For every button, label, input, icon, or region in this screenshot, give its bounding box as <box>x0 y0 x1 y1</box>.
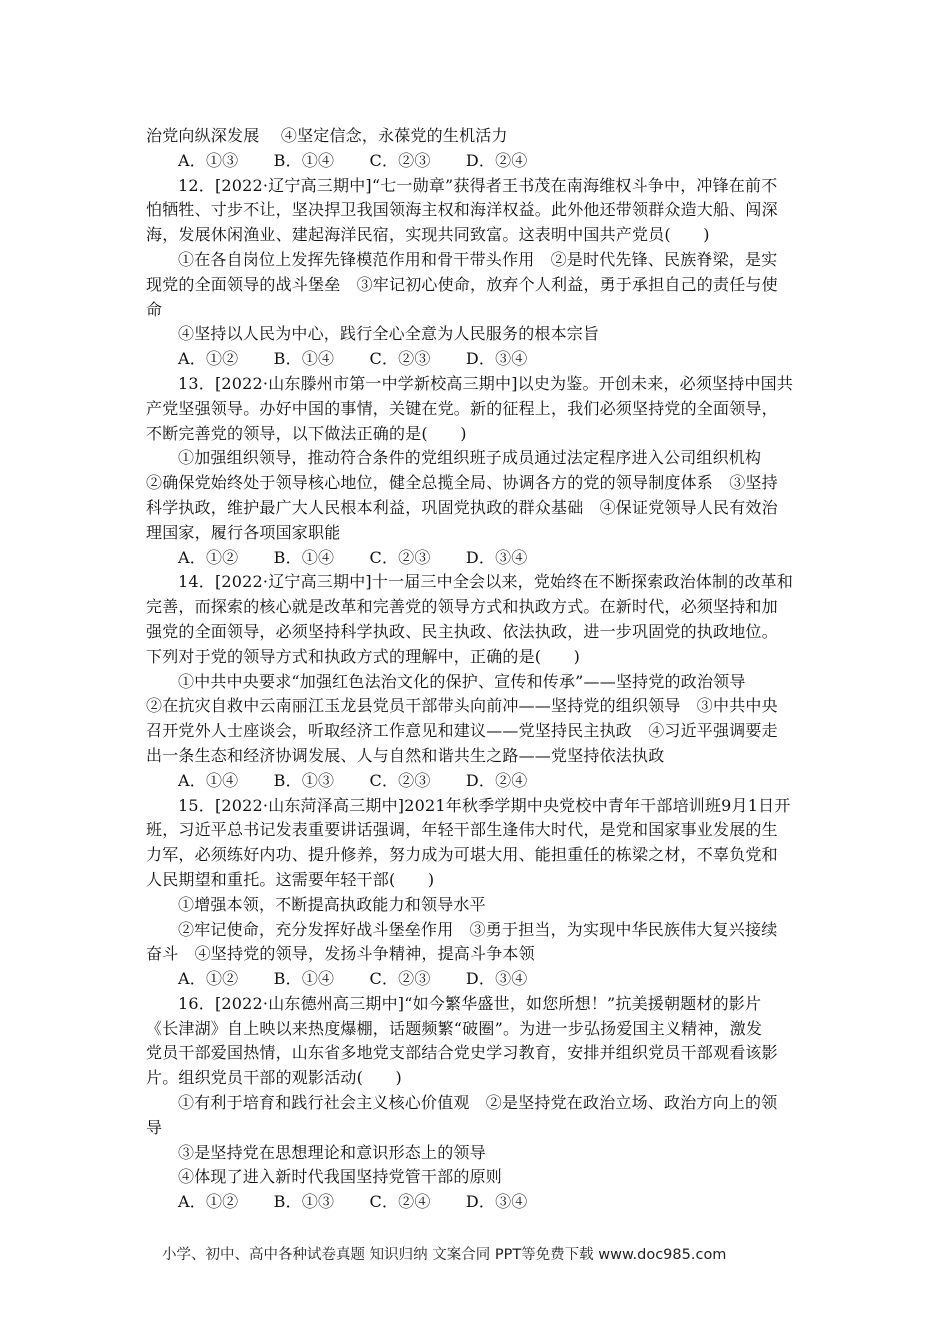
q13-line-2: 产党坚强领导。办好中国的事情，关键在党。新的征程上，我们必须坚持党的全面领导， <box>146 398 778 418</box>
q14-line-3: 强党的全面领导，必须坚持科学执政、民主执政、依法执政，进一步巩固党的执政地位。 <box>146 621 778 641</box>
q11-option-a: A．①③ <box>178 150 239 170</box>
q12-line-2: 怕牺牲、寸步不让，坚决捍卫我国领海主权和海洋权益。此外他还带领群众造大船、闯深 <box>146 200 778 220</box>
q16-line-6: 导 <box>146 1117 163 1137</box>
q13-option-a: A．①② <box>178 547 239 567</box>
q11-tail-line: 治党向纵深发展 ④坚定信念，永葆党的生机活力 <box>146 126 508 145</box>
q13-options <box>146 546 810 571</box>
q15-options <box>146 967 810 992</box>
q14-option-d: D．②④ <box>465 770 528 790</box>
q12-options <box>146 347 810 372</box>
q16-line-3: 党员干部爱国热情，山东省多地党支部结合党史学习教育，安排并组织党员干部观看该影 <box>146 1043 778 1063</box>
q14-line-6: ②在抗灾自救中云南丽江玉龙县党员干部带头向前冲——坚持党的组织领导 ③中共中央 <box>146 696 778 716</box>
q11-option-c: C．②③ <box>369 150 431 170</box>
q13-option-c: C．②③ <box>369 547 431 567</box>
q12-line-5: 现党的全面领导的战斗堡垒 ③牢记初心使命，放弃个人利益，勇于承担自己的责任与使 <box>146 274 778 294</box>
q15-line-7: 奋斗 ④坚持党的领导，发扬斗争精神，提高斗争本领 <box>146 944 535 964</box>
q12-option-b: B．①④ <box>273 349 335 369</box>
q12-line-3: 海，发展休闲渔业、建起海洋民宿，实现共同致富。这表明中国共产党员( ) <box>146 225 710 245</box>
q14-line-2: 完善，而探索的核心就是改革和完善党的领导方式和执政方式。在新时代，必须坚持和加 <box>146 597 778 617</box>
q13-line-5: ②确保党始终处于领导核心地位，健全总揽全局、协调各方的党的领导制度体系 ③坚持 <box>146 473 778 493</box>
q12-option-c: C．②③ <box>369 349 431 369</box>
q11-option-b: B．①④ <box>273 150 335 170</box>
q13-line-4: ①加强组织领导，推动符合条件的党组织班子成员通过法定程序进入公司组织机构 <box>178 448 762 468</box>
q15-option-b: B．①④ <box>273 969 335 989</box>
q13-line-1: 13．[2022·山东滕州市第一中学新校高三期中]以史为鉴。开创未来，必须坚持中国共 <box>178 373 794 393</box>
q14-option-a: A．①④ <box>178 770 239 790</box>
q15-line-3: 力军，必须练好内功、提升修养，努力成为可堪大用、能担重任的栋梁之材，不辜负党和 <box>146 845 778 865</box>
q13-line-3: 不断完善党的领导，以下做法正确的是( ) <box>146 423 467 443</box>
q15-line-2: 班，习近平总书记发表重要讲话强调，年轻干部生逢伟大时代，是党和国家事业发展的生 <box>146 820 778 840</box>
q15-line-6: ②牢记使命，充分发挥好战斗堡垒作用 ③勇于担当，为实现中华民族伟大复兴接续 <box>178 919 778 939</box>
q12-line-6: 命 <box>146 299 163 319</box>
q14-line-5: ①中共中央要求“加强红色法治文化的保护、宣传和传承”——坚持党的政治领导 <box>178 671 746 691</box>
q16-line-8: ④体现了进入新时代我国坚持党管干部的原则 <box>178 1167 503 1187</box>
q14-line-4: 下列对于党的领导方式和执政方式的理解中，正确的是( ) <box>146 646 581 666</box>
q16-line-4: 片。组织党员干部的观影活动( ) <box>146 1068 402 1088</box>
q15-option-a: A．①② <box>178 969 239 989</box>
q11-options <box>146 149 810 174</box>
q15-option-d: D．③④ <box>465 969 528 989</box>
q15-line-1: 15．[2022·山东菏泽高三期中]2021年秋季学期中央党校中青年干部培训班9月1日开 <box>178 795 791 815</box>
q16-option-b: B．①③ <box>273 1192 335 1212</box>
q14-line-1: 14．[2022·辽宁高三期中]十一届三中全会以来，党始终在不断探索政治体制的改革和 <box>178 572 794 592</box>
exam-page <box>146 124 810 1215</box>
q15-option-c: C．②③ <box>369 969 431 989</box>
q14-line-7: 召开党外人士座谈会，听取经济工作意见和建议——党坚持民主执政 ④习近平强调要走 <box>146 721 778 741</box>
q12-line-4: ①在各自岗位上发挥先锋模范作用和骨干带头作用 ②是时代先锋、民族脊梁，是实 <box>178 249 778 269</box>
q16-option-c: C．②④ <box>369 1192 431 1212</box>
q13-line-7: 理国家，履行各项国家职能 <box>146 522 341 542</box>
q14-option-c: C．②③ <box>369 770 431 790</box>
q15-line-4: 人民期望和重托。这需要年轻干部( ) <box>146 869 435 889</box>
q12-line-1: 12．[2022·辽宁高三期中]“七一勋章”获得者王书茂在南海维权斗争中，冲锋在前不 <box>178 175 778 195</box>
q11-option-d: D．②④ <box>465 150 528 170</box>
q16-option-a: A．①② <box>178 1192 239 1212</box>
q16-line-5: ①有利于培育和践行社会主义核心价值观 ②是坚持党在政治立场、政治方向上的领 <box>178 1093 778 1113</box>
q13-option-b: B．①④ <box>273 547 335 567</box>
q16-option-d: D．③④ <box>465 1192 528 1212</box>
q16-options <box>146 1190 810 1215</box>
q16-line-1: 16．[2022·山东德州高三期中]“如今繁华盛世，如您所想！”抗美援朝题材的影片 <box>178 993 762 1013</box>
q14-option-b: B．①③ <box>273 770 335 790</box>
q14-options <box>146 769 810 794</box>
q12-option-d: D．③④ <box>465 349 528 369</box>
q13-option-d: D．③④ <box>465 547 528 567</box>
q12-option-a: A．①② <box>178 349 239 369</box>
q12-line-7: ④坚持以人民为中心，践行全心全意为人民服务的根本宗旨 <box>178 324 600 344</box>
q13-line-6: 科学执政，维护最广大人民根本利益，巩固党执政的群众基础 ④保证党领导人民有效治 <box>146 497 778 517</box>
q16-line-7: ③是坚持党在思想理论和意识形态上的领导 <box>178 1142 486 1162</box>
q16-line-2: 《长津湖》自上映以来热度爆棚，话题频繁“破圈”。为进一步弘扬爱国主义精神，激发 <box>146 1018 763 1038</box>
footer-banner: 小学、初中、高中各种试卷真题 知识归纳 文案合同 PPT等免费下载 www.doc985.com <box>162 1247 727 1263</box>
q15-line-5: ①增强本领，不断提高执政能力和领导水平 <box>178 894 486 914</box>
q14-line-8: 出一条生态和经济协调发展、人与自然和谐共生之路——党坚持依法执政 <box>146 745 665 765</box>
